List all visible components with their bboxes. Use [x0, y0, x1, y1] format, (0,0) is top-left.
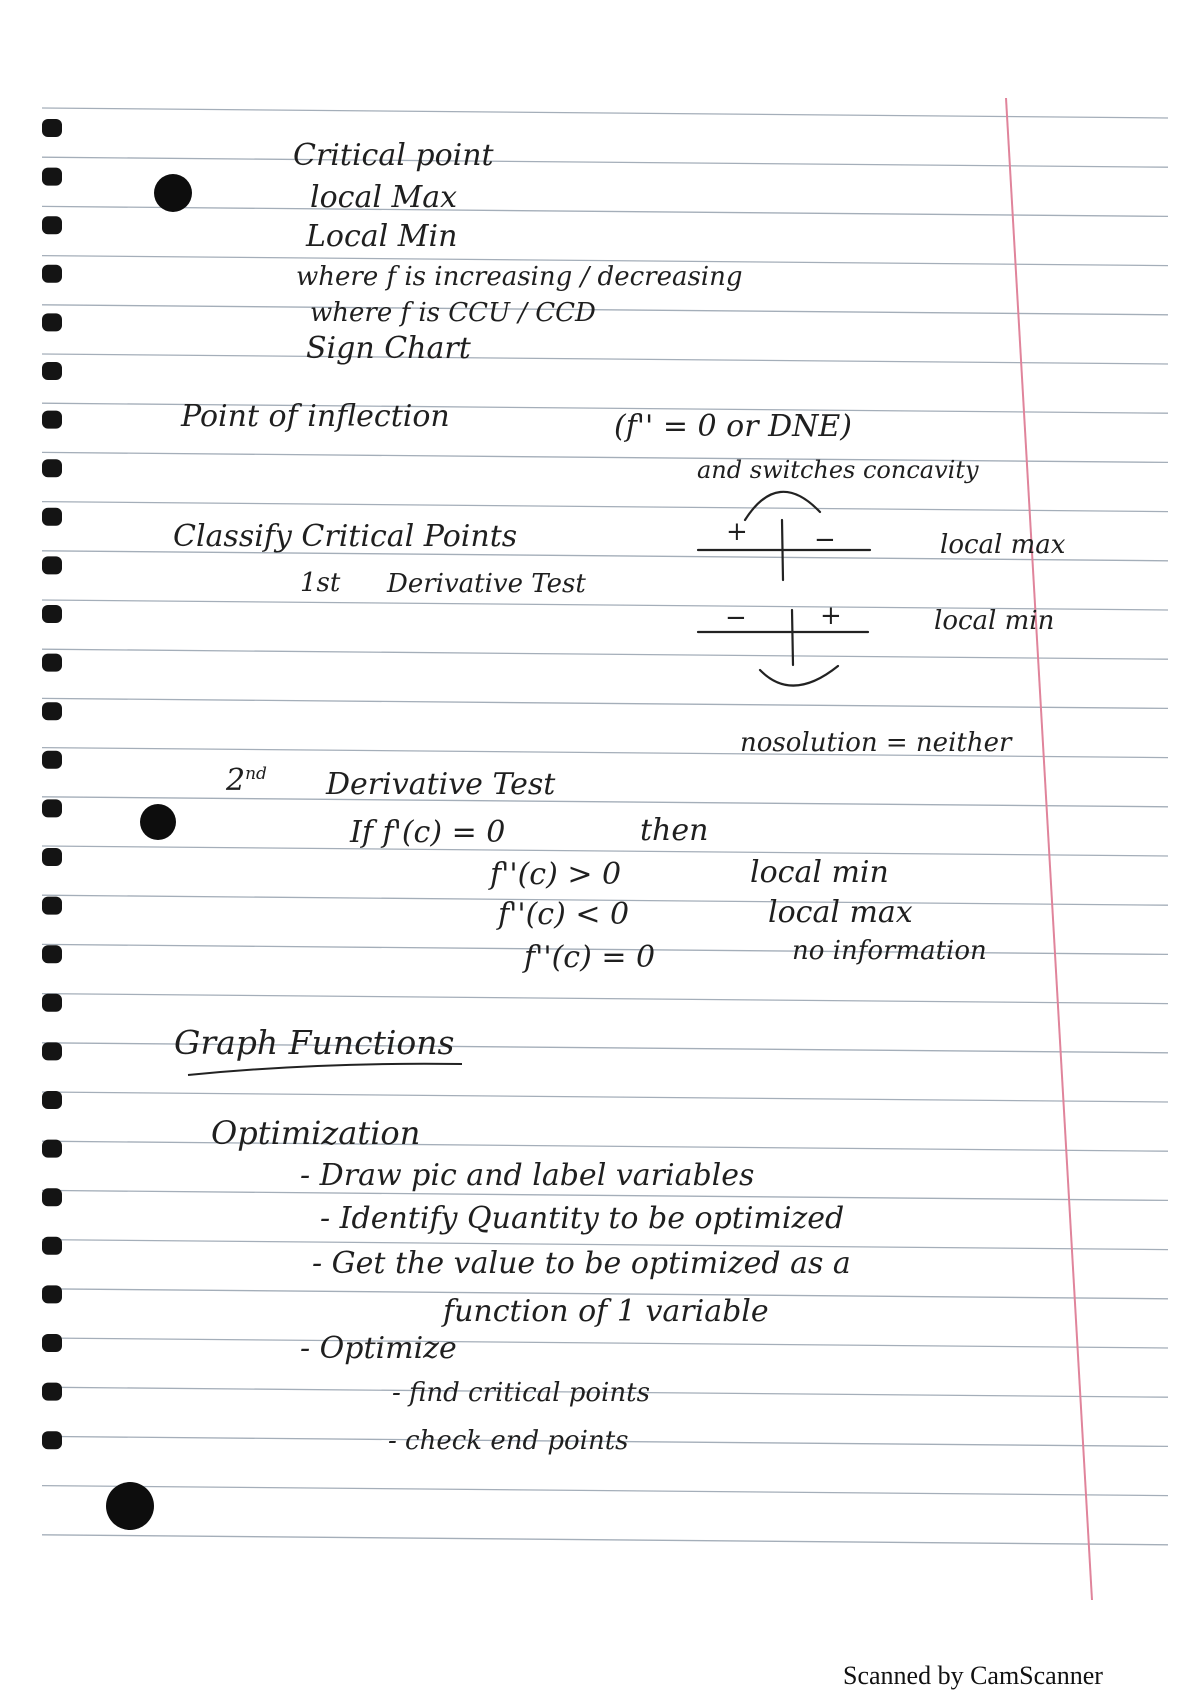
topic-increasing-decreasing: where f is increasing / decreasing	[296, 262, 743, 292]
ruled-line	[42, 1338, 1168, 1348]
second-test-label: Derivative Test	[326, 767, 556, 802]
binding-hole	[42, 1140, 62, 1158]
ruled-line	[42, 994, 1168, 1004]
second-test-then: then	[640, 813, 709, 848]
inflection-condition: (f'' = 0 or DNE)	[614, 409, 852, 444]
sign-plus: +	[820, 601, 842, 631]
no-solution-note: nosolution = neither	[740, 728, 1012, 758]
binding-hole	[42, 945, 62, 963]
first-test-prefix: 1st	[300, 568, 341, 598]
binding-hole	[42, 362, 62, 380]
binding-hole	[42, 654, 62, 672]
local-max-result: local max	[940, 530, 1066, 560]
ruled-line	[42, 1486, 1168, 1496]
binding-hole	[42, 216, 62, 234]
topic-local-min: Local Min	[306, 219, 458, 254]
binding-hole	[42, 119, 62, 137]
graph-functions-underline	[188, 1064, 462, 1075]
optimization-step: function of 1 variable	[443, 1294, 769, 1329]
binding-hole	[42, 799, 62, 817]
binding-hole	[42, 1188, 62, 1206]
ruled-line	[42, 1092, 1168, 1102]
local-min-result: local min	[934, 606, 1055, 636]
ruled-line	[42, 305, 1168, 315]
second-test-result: local min	[750, 855, 889, 890]
binding-hole	[42, 702, 62, 720]
ruled-line	[42, 502, 1168, 512]
sign-chart-local-min	[698, 610, 868, 686]
optimization-step: - Draw pic and label variables	[300, 1158, 755, 1193]
scanner-watermark: Scanned by CamScanner	[843, 1661, 1103, 1690]
ruled-line	[42, 354, 1168, 364]
binding-hole	[42, 1285, 62, 1303]
binding-hole	[42, 1091, 62, 1109]
ruled-line	[42, 846, 1168, 856]
margin-line	[1006, 98, 1092, 1600]
sign-minus: −	[814, 525, 836, 555]
ruled-line	[42, 1535, 1168, 1545]
binding-hole	[42, 1431, 62, 1449]
second-test-result: no information	[792, 936, 987, 966]
binding-hole	[42, 556, 62, 574]
sign-chart-local-max	[698, 492, 870, 580]
binding-hole	[42, 1237, 62, 1255]
topic-ccu-ccd: where f is CCU / CCD	[310, 298, 596, 328]
topic-local-max: local Max	[310, 180, 457, 215]
binding-hole	[42, 605, 62, 623]
optimization-title: Optimization	[211, 1114, 421, 1152]
binding-hole	[42, 459, 62, 477]
binding-hole	[42, 411, 62, 429]
binding-hole	[42, 994, 62, 1012]
optimization-step: - Get the value to be optimized as a	[312, 1246, 851, 1281]
second-test-expr: f''(c) = 0	[524, 940, 656, 975]
binding-hole	[42, 751, 62, 769]
punch-hole	[106, 1482, 154, 1530]
inflection-switch-note: and switches concavity	[697, 456, 979, 484]
spiral-binding-holes	[42, 119, 62, 1449]
ruled-line	[42, 206, 1168, 216]
binding-hole	[42, 313, 62, 331]
ruled-line	[42, 108, 1168, 118]
sign-minus: −	[725, 603, 747, 633]
optimization-substep: - check end points	[388, 1426, 629, 1456]
binding-hole	[42, 1383, 62, 1401]
second-test-condition: If f'(c) = 0	[350, 815, 506, 850]
binding-hole	[42, 265, 62, 283]
ruled-line	[42, 649, 1168, 659]
graph-functions-title: Graph Functions	[174, 1023, 455, 1062]
topic-sign-chart: Sign Chart	[306, 331, 471, 366]
optimization-step: - Optimize	[300, 1331, 457, 1366]
ruled-line	[42, 452, 1168, 462]
first-test-label: Derivative Test	[387, 569, 586, 599]
ruled-line	[42, 157, 1168, 167]
ruled-line	[42, 797, 1168, 807]
optimization-step: - Identify Quantity to be optimized	[320, 1201, 845, 1236]
binding-hole	[42, 1334, 62, 1352]
binding-hole	[42, 848, 62, 866]
binding-hole	[42, 168, 62, 186]
ruled-line	[42, 698, 1168, 708]
binding-hole	[42, 508, 62, 526]
inflection-title: Point of inflection	[181, 399, 450, 434]
sign-plus: +	[726, 517, 748, 547]
classify-title: Classify Critical Points	[173, 519, 518, 554]
binding-hole	[42, 1042, 62, 1060]
binding-hole	[42, 897, 62, 915]
second-test-expr: f''(c) > 0	[490, 857, 622, 892]
topic-critical-point: Critical point	[293, 138, 494, 173]
optimization-substep: - find critical points	[392, 1378, 650, 1408]
ruled-lines	[42, 108, 1168, 1545]
second-test-result: local max	[768, 895, 913, 930]
second-test-prefix: 2nd	[226, 763, 267, 798]
punch-hole	[140, 804, 176, 840]
punch-hole	[154, 174, 192, 212]
second-test-expr: f''(c) < 0	[498, 897, 630, 932]
